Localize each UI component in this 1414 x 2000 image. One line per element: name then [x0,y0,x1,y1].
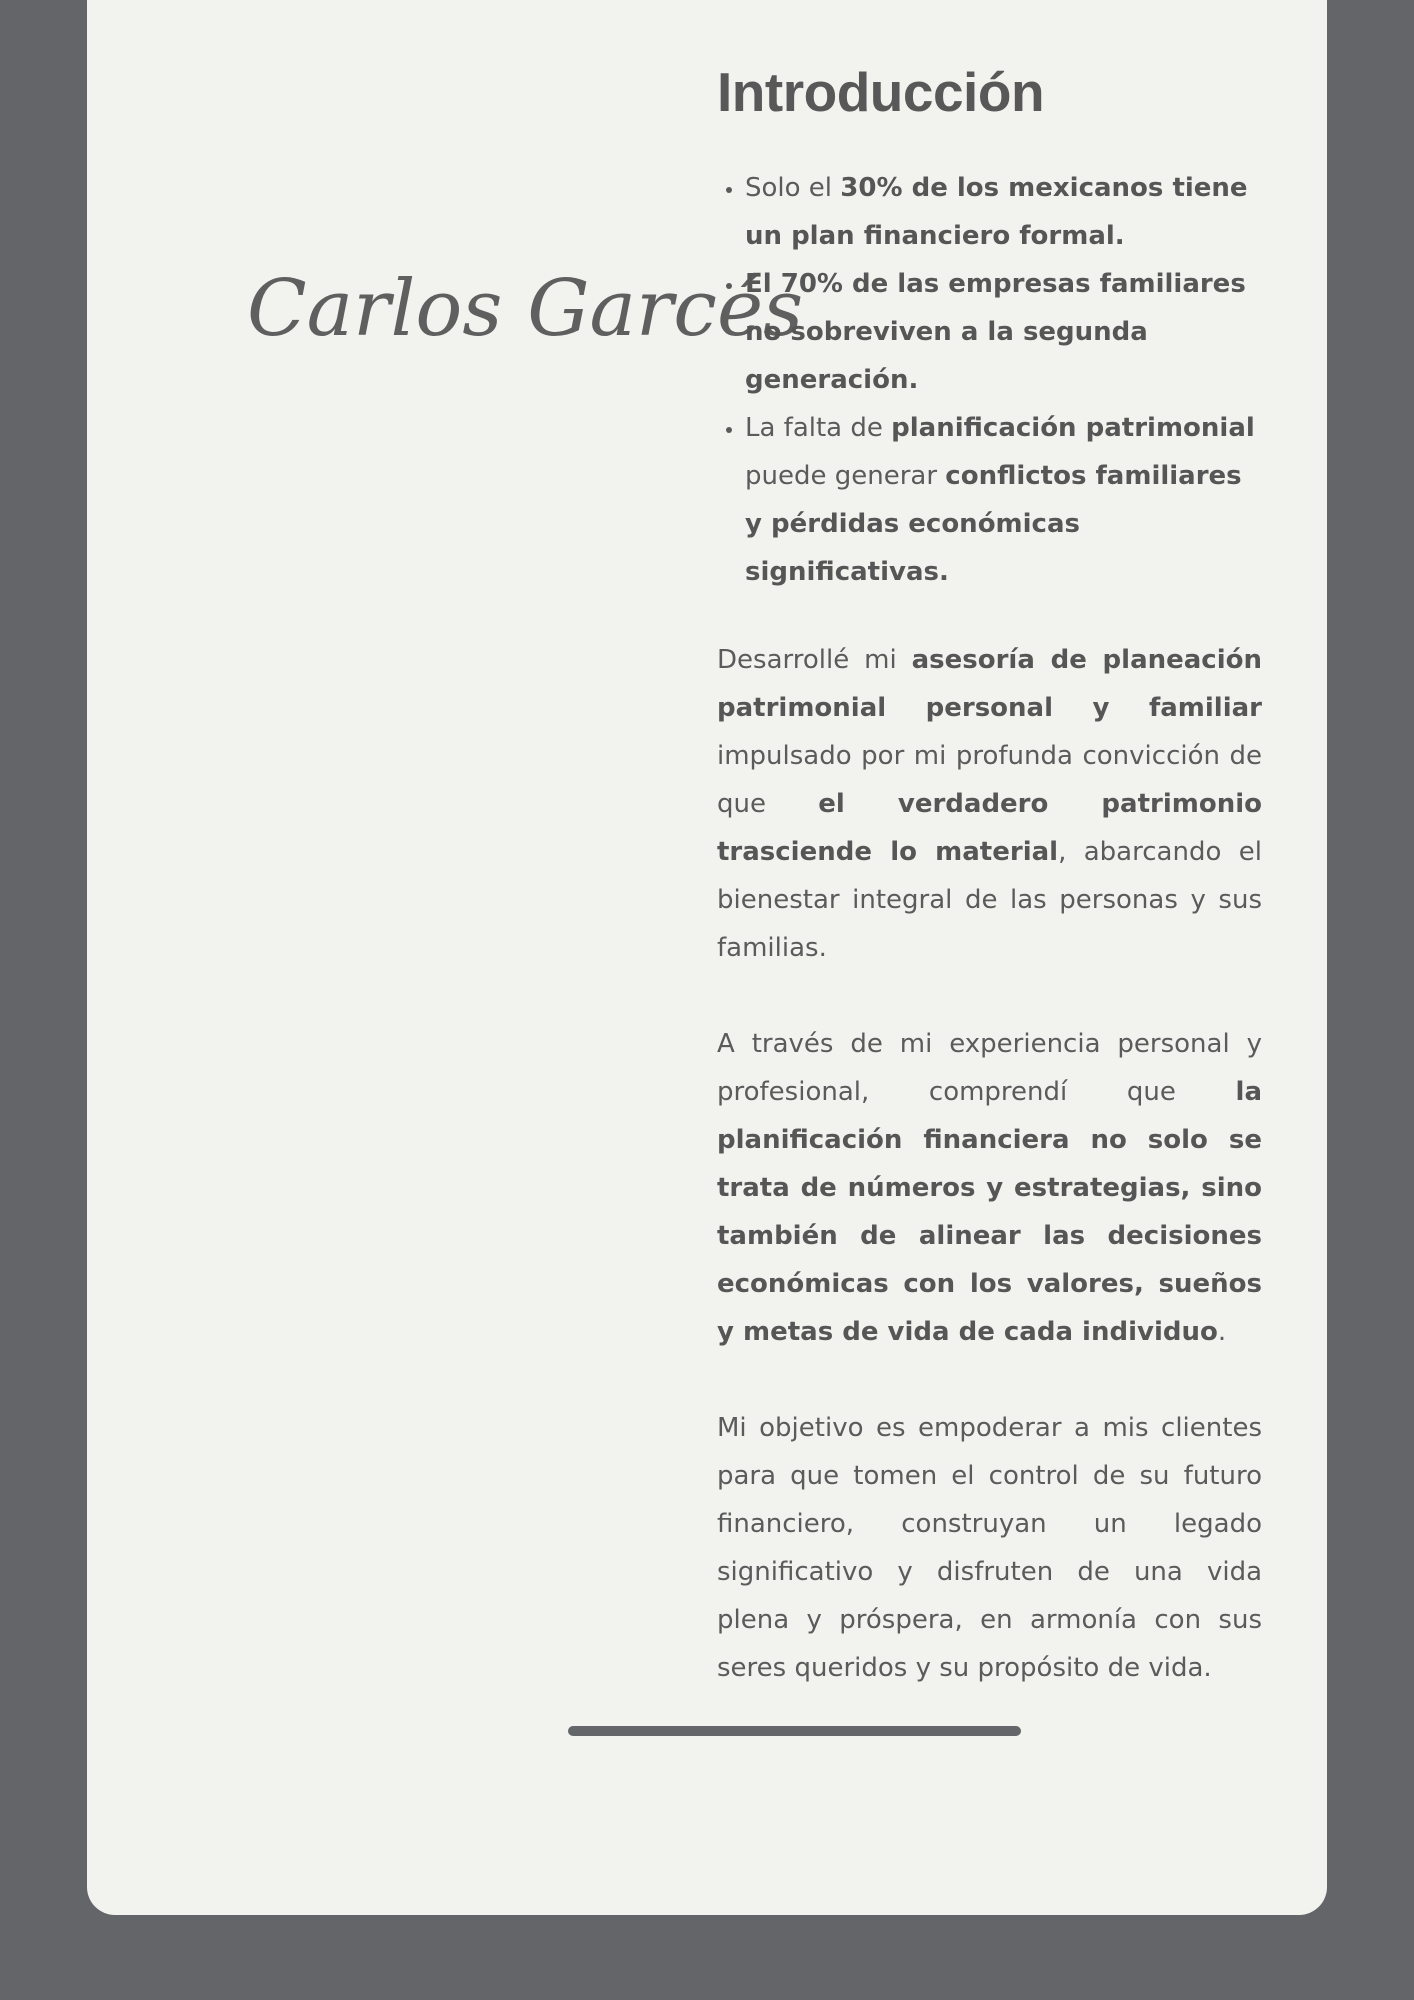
signature-graphic [247,240,804,370]
paragraph-text: Mi objetivo es empoderar a mis clientes para que tomen el control de su futuro financiero, construyan un legado significativo y disfruten de una vida plena y próspera, en armonía con sus seres queridos y su propósito de vida. [717,1413,1262,1683]
signature [247,240,804,370]
signature-text: Carlos Garcés [247,264,804,354]
main-content [717,60,1262,1740]
bullet-list [717,164,1262,596]
bullet-bold-text: El 70% de las empresas familiares no sobreviven a la segunda generación. [745,269,1246,395]
paragraph-text: . [1217,1317,1227,1347]
paragraph-text: , abarcando el bienestar integral de las personas y sus familias. [717,837,1262,963]
paragraph-bold-text: el verdadero patrimonio trasciende lo material [717,789,1262,867]
bullet-item [745,404,1262,596]
paragraph-text: Desarrollé mi [717,645,912,675]
bullet-text: Solo el [745,173,841,203]
paragraph-bold-text: asesoría de planeación patrimonial personal y familiar [717,645,1263,723]
paragraph-text: A través de mi experiencia personal y profesional, comprendí que [717,1029,1262,1107]
paragraph-asesoria [717,636,1262,972]
bullet-bold-text: conflictos familiares y pérdidas económicas significativas. [745,461,1242,587]
paragraph-bold-text: la planificación financiera no solo se trata de números y estrategias, sino también de alinear las decisiones económicas con los valores, sueños y metas de vida de cada individuo [717,1077,1262,1347]
paragraph-experiencia [717,1020,1262,1356]
document-page [87,0,1327,1915]
bullet-item [745,164,1262,260]
paragraph-objetivo [717,1404,1262,1692]
bullet-bold-text: 30% de los mexicanos tiene un plan financiero formal. [745,173,1248,251]
paragraph-text: impulsado por mi profunda convicción de que [717,741,1262,819]
bullet-text: puede generar [745,461,946,491]
bullet-text: La falta de [745,413,892,443]
bullet-bold-text: planificación patrimonial [891,413,1255,443]
bullet-item [745,260,1262,404]
divider-bar [568,1726,1021,1736]
page-title: Introducción [717,61,1045,123]
